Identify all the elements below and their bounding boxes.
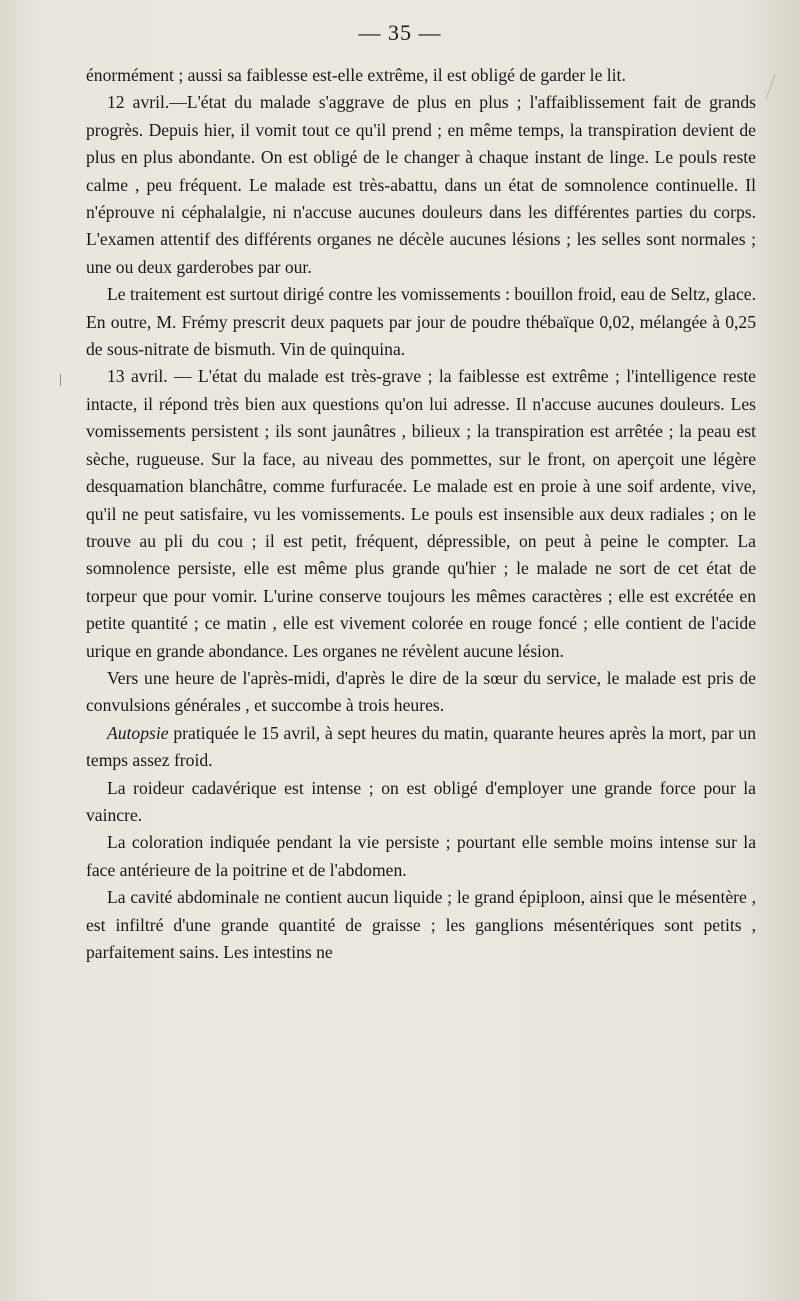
paragraph-cavite: La cavité abdominale ne contient aucun liquide ; le grand épiploon, ainsi que le mésentère , est infiltré d'une grande quantité de graisse ; les ganglions mésentériques sont petits , parfaitement sains. Les intestins ne: [86, 887, 756, 962]
body-text: [86, 62, 756, 966]
paragraph-traitement: Le traitement est surtout dirigé contre les vomissements : bouillon froid, eau de Seltz, glace. En outre, M. Frémy prescrit deux paquets par jour de poudre thébaïque 0,02, mélangée à 0,25 de sous-nitrate de bismuth. Vin de quinquina.: [86, 284, 756, 360]
paragraph-13-avril: 13 avril. — L'état du malade est très-grave ; la faiblesse est extrême ; l'intelligence reste intacte, il répond très bien aux questions qu'on lui adresse. Il n'accuse aucunes douleurs. Les vomissements persistent ; ils sont jaunâtres , bilieux ; la transpiration est arrêtée ; la peau est sèche, rugueuse. Sur la face, au niveau des pommettes, sur le front, on aperçoit une légère desquamation blanchâtre, comme furfuracée. Le malade est en proie à une soif ardente, vive, qu'il ne peut satisfaire, vu les vomissements. Le pouls est insensible aux deux radiales ; on le trouve au pli du cou ; il est petit, fréquent, dépressible, on peut à peine le compter. La somnolence persiste, elle est même plus grande qu'hier ; le malade ne sort de cet état de torpeur que pour vomir. L'urine conserve toujours les mêmes caractères ; elle est excrétée en petite quantité ; ce matin , elle est vivement colorée en rouge foncé ; elle contient de l'acide urique en grande abondance. Les organes ne révèlent aucune lésion.: [86, 366, 756, 661]
paragraph-continuation: énormément ; aussi sa faiblesse est-elle extrême, il est obligé de garder le lit.: [86, 65, 626, 85]
margin-mark-small: [60, 374, 61, 386]
paragraph-roideur: La roideur cadavérique est intense ; on est obligé d'employer une grande force pour la vaincre.: [86, 777, 756, 825]
autopsie-lead: Autopsie: [107, 722, 169, 743]
paragraph-coloration: La coloration indiquée pendant la vie persiste ; pourtant elle semble moins intense sur la face antérieure de la poitrine et de l'abdomen.: [86, 832, 756, 880]
paragraph-12-avril: 12 avril.—L'état du malade s'aggrave de plus en plus ; l'affaiblissement fait de grands progrès. Depuis hier, il vomit tout ce qu'il prend ; en même temps, la transpiration devient de plus en plus abondante. On est obligé de le changer à chaque instant de linge. Le pouls reste calme , peu fréquent. Le malade est très-abattu, dans un état de somnolence continuelle. Il n'éprouve ni céphalalgie, ni n'accuse aucunes douleurs dans les différentes parties du corps. L'examen attentif des différents organes ne décèle aucunes lésions ; les selles sont normales ; une ou deux garderobes par our.: [86, 92, 756, 277]
autopsie-text: pratiquée le 15 avril, à sept heures du matin, quarante heures après la mort, par un temps assez froid.: [86, 722, 756, 771]
paragraph-autopsie: [86, 720, 756, 775]
page-number: — 35 —: [358, 20, 442, 45]
paragraph-deces: Vers une heure de l'après-midi, d'après le dire de la sœur du service, le malade est pris de convulsions générales , et succombe à trois heures.: [86, 667, 756, 716]
